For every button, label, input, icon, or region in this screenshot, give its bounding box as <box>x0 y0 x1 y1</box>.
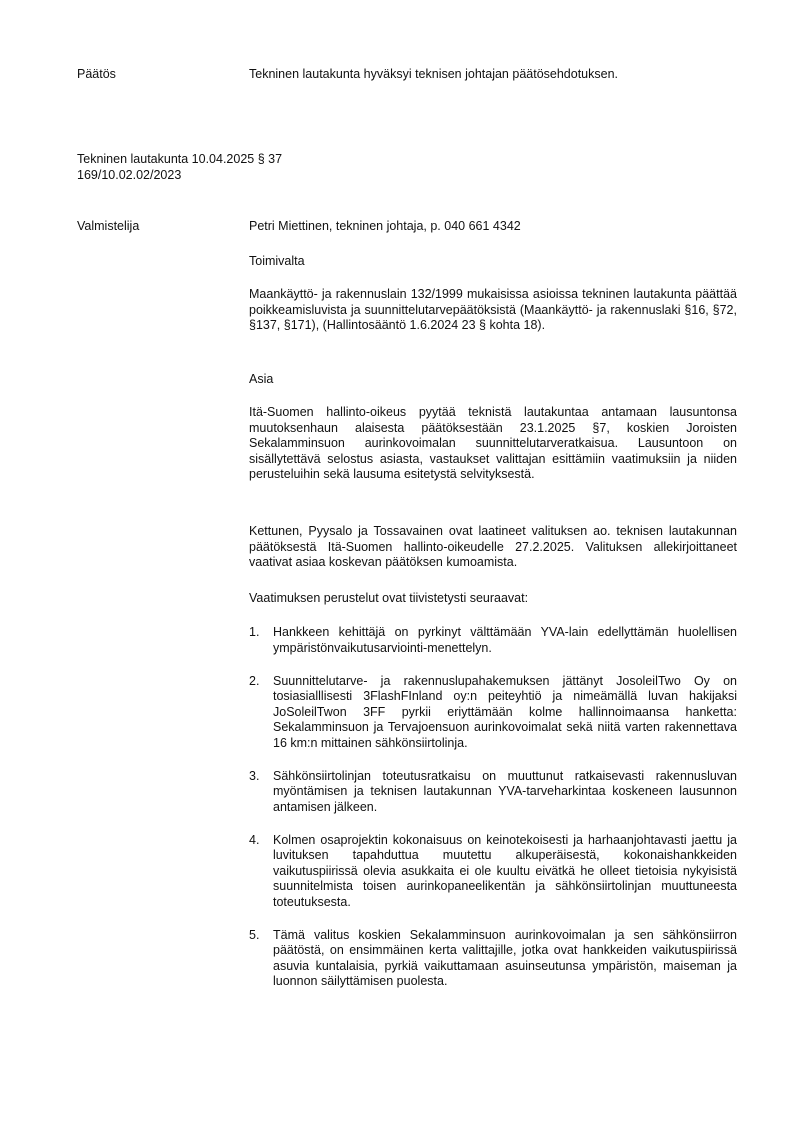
decision-label: Päätös <box>77 67 116 81</box>
list-item-number: 4. <box>249 832 260 847</box>
matter-heading: Asia <box>249 372 274 386</box>
list-item <box>249 833 737 911</box>
list-item-number: 5. <box>249 927 260 942</box>
list-item <box>249 674 737 752</box>
list-item <box>249 625 737 656</box>
grounds-list <box>249 625 737 1007</box>
preparer-text: Petri Miettinen, tekninen johtaja, p. 040 661 4342 <box>249 219 521 233</box>
meeting-reference <box>77 152 282 183</box>
list-item-text: Kolmen osaprojektin kokonaisuus on keinotekoisesti ja harhaanjohtavasti jaettu ja luvituksen tapahduttua muutettu alkuperäisestä, kokonaishankkeiden vaikutuspiirissä olevia asukkaita ei ole kuultu eivätkä he olleet tietoisia nykyisistä suunnitelmista toisen aurinkopaneelikentän ja sähkönsiirtolinjan muuttuneesta toteutuksesta. <box>273 832 737 909</box>
meeting-line: Tekninen lautakunta 10.04.2025 § 37 <box>77 152 283 166</box>
list-item-text: Tämä valitus koskien Sekalamminsuon aurinkovoimalan ja sen sähkönsiirron päätöstä, on ensimmäinen kerta valittajille, jotka ovat hankkeiden vaikutuspiirissä asuvia kuntalaisia, pyrkiä vaikuttamaan asuinseutunsa ympäristön, maiseman ja luonnon säilyttämisen puolesta. <box>273 927 737 988</box>
list-item-number: 3. <box>249 768 260 783</box>
decision-text: Tekninen lautakunta hyväksyi teknisen johtajan päätösehdotuksen. <box>249 67 619 81</box>
list-item-number: 1. <box>249 625 260 639</box>
grounds-intro: Vaatimuksen perustelut ovat tiivistetysti seuraavat: <box>249 591 529 605</box>
preparer-label: Valmistelija <box>77 219 140 233</box>
list-item <box>249 769 737 816</box>
authority-text: Maankäyttö- ja rakennuslain 132/1999 mukaisissa asioissa tekninen lautakunta päättää poikkeamisluvista ja suunnittelutarvepäätöksistä (Maankäyttö- ja rakennuslaki §16, §72, §137, §171), (Hallintosääntö 1.6.2024 23 § kohta 18). <box>249 287 737 332</box>
authority-heading: Toimivalta <box>249 254 305 268</box>
list-item-text: Suunnittelutarve- ja rakennuslupahakemuksen jättänyt JosoleilTwo Oy on tosiasialllisesti 3FlashFInland oy:n peiteyhtiö ja nimeämällä luvan hakijaksi JoSoleilTwon 3FF pyrkii eriyttämään kolme hallinnoimaansa hanketta: Sekalamminsuon ja Tervajoensuon aurinkovoimalat sekä niitä varten rakennettava 16 km:n mittainen sähkönsiirtolinja. <box>273 673 737 750</box>
matter-paragraph: Itä-Suomen hallinto-oikeus pyytää teknistä lautakuntaa antamaan lausuntonsa muutoksenhaun alaisesta päätöksestään 23.1.2025 §7, koskien Joroisten Sekalamminsuon aurinkovoimalan suunnittelutarveratkaisua. Lausuntoon on sisällytettävä selostus asiasta, vastaukset valittajan esittämiin vaatimuksiin ja niiden perusteluihin sekä lausuma esitetystä selvityksestä. <box>249 405 737 481</box>
list-item-text: Hankkeen kehittäjä on pyrkinyt välttämään YVA-lain edellyttämän huolellisen ympäristönvaikutusarviointi-menettelyn. <box>273 625 737 655</box>
case-number: 169/10.02.02/2023 <box>77 167 182 182</box>
list-item-number: 2. <box>249 673 260 688</box>
appeal-paragraph: Kettunen, Pyysalo ja Tossavainen ovat laatineet valituksen ao. teknisen lautakunnan päätöksestä Itä-Suomen hallinto-oikeudelle 27.2.2025. Valituksen allekirjoittaneet vaativat asiaa koskevan päätöksen kumoamista. <box>249 524 737 569</box>
list-item-text: Sähkönsiirtolinjan toteutusratkaisu on muuttunut ratkaisevasti rakennusluvan myöntämisen ja teknisen lautakunnan YVA-tarveharkintaa koskeneen lausunnon antamisen jälkeen. <box>273 768 737 814</box>
list-item <box>249 928 737 990</box>
